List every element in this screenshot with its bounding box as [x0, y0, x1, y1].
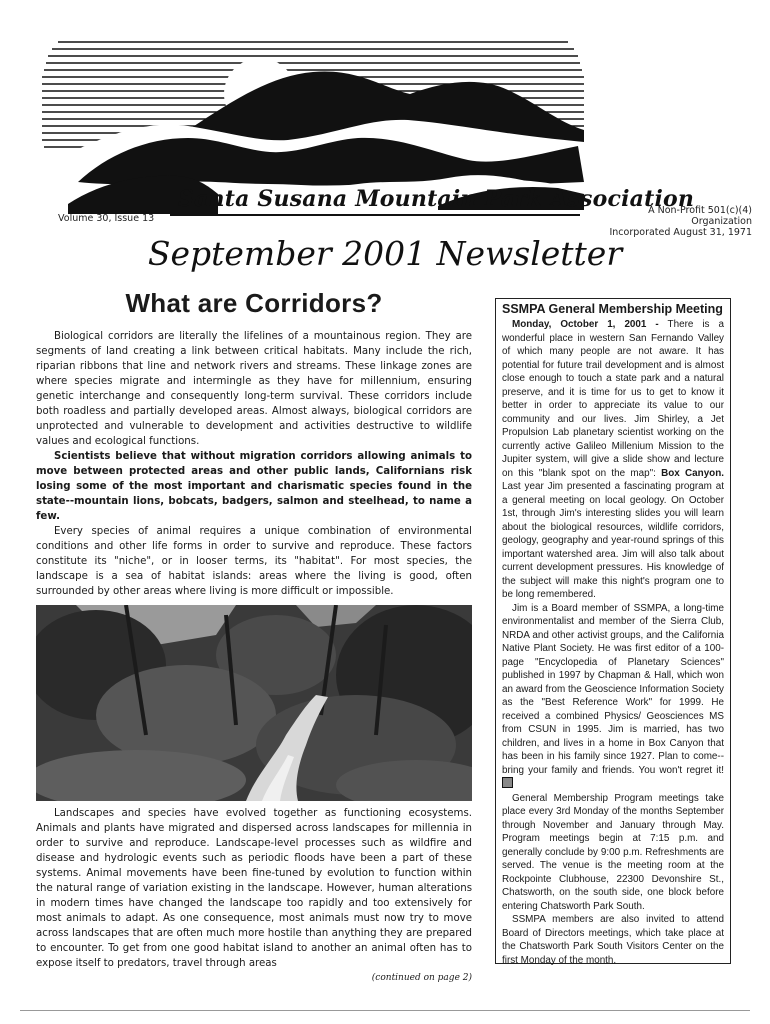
continued-note: (continued on page 2) — [371, 973, 472, 983]
article-paragraph: Biological corridors are literally the lifelines of a mountainous region. They are segments of land creating a link between critical habitats. Many include the rich, riparian ribbons that line and network rivers and streams. These linkage zones are where species migrate and intermingle as they have for millennium, ensuring genetic interchange and consequently long-term survival. These corridors include both roadless and partially developed areas. Almost always, biological corridors are unprotected and vulnerable to development and activities destructive to wildlife values and ecological functions. — [36, 331, 472, 447]
footer-rule — [20, 1010, 750, 1011]
box-canyon-bold: Box Canyon. — [661, 467, 724, 479]
sidebar-paragraph-4: SSMPA members are also invited to attend Board of Directors meetings, which take place at the Chatsworth Park South Visitors Center on the first Monday of the month. — [502, 914, 724, 966]
article-paragraph: Every species of animal requires a unique combination of environmental conditions and other life forms in order to survive and reproduce. These factors constitute its "niche", or in looser terms, its "habitat". For most species, the landscape is a sea of habitat islands: areas where the living is good, often surrounded by other areas where living is more difficult or impossible. — [36, 526, 472, 597]
riparian-creek-photo — [36, 605, 472, 801]
meeting-sidebar — [495, 298, 731, 964]
article-body-bottom — [36, 806, 472, 971]
organization-name: Santa Susana Mountain Park Association — [178, 186, 695, 212]
sidebar-body — [502, 318, 724, 967]
article-paragraph-bold: Scientists believe that without migration corridors allowing animals to move between protected areas and other public lands, Californians risk losing some of the most important and charismatic species found in the state--mountain lions, bobcats, badgers, salmon and steelhead, to name a few. — [36, 451, 472, 522]
corridors-article — [36, 288, 472, 983]
meeting-date: Monday, October 1, 2001 - — [512, 319, 659, 330]
sidebar-text-span: Jim is a Board member of SSMPA, a long-time environmentalist and member of the Sierra Club, NRDA and other activist groups, and the California Native Plant Society. He was first editor of a 100-page "Encyclopedia of Planetary Sciences" published in 1997 by Chapman & Hall, which won an award from the Geoscience Information Society as the "Best Reference Work" for 1999. He received a combined Physics/ Geosciences MS from CSUN in 1995. Jim is married, has two children, and lives in a home in Box Canyon that has been in his family since 1927. Plan to come--bring your family and friends. You won't regret it! — [502, 602, 724, 776]
sidebar-title: SSMPA General Membership Meeting — [502, 302, 723, 316]
smiley-icon — [502, 777, 513, 788]
sidebar-text-span: There is a wonderful place in western San Fernando Valley of which many people are not aware. It has potential for future trail development and is almost close enough to touch a state park and a natural preserve, and it is time for us to get to know it better in order to appreciate its value to our community and our lives. Jim Shirley, a Jet Propulsion Lab planetary scientist working on the currently active Galileo Millenium Mission to the Jupiter system, will give a slide show and lecture on this "blank spot on the map": — [502, 319, 724, 479]
volume-issue: Volume 30, Issue 13 — [58, 213, 155, 224]
newsletter-title: September 2001 Newsletter — [147, 234, 623, 273]
organization-underline — [170, 214, 580, 216]
sidebar-paragraph-3: General Membership Program meetings take place every 3rd Monday of the months September through November and January through May. Program meetings begin at 7:15 p.m. and generally conclude by 9:00 p.m. Refreshments are served. The venue is the meeting room at the Rockpointe Clubhouse, 22300 Devonshire St., Chatsworth, on the south side, one block before entering Chatsworth Park South. — [502, 792, 724, 912]
sidebar-paragraph-1 — [502, 318, 724, 602]
nonprofit-line-1: A Non-Profit 501(c)(4) Organization — [648, 205, 752, 227]
sidebar-text-span: Last year Jim presented a fascinating program at a general meeting on local geology. On October 1st, through Jim's interesting slides you will learn about the biological resources, wildlife corridors, geology, geography and year-round springs of this important watershed area. Jim will also talk about current development pressures. His knowledge of the subject will make this night's program one to be long remembered. — [502, 481, 724, 600]
nonprofit-line-2: Incorporated August 31, 1971 — [609, 227, 752, 238]
article-title: What are Corridors? — [125, 288, 383, 318]
article-paragraph: Landscapes and species have evolved together as functioning ecosystems. Animals and plants have migrated and dispersed across landscapes for millennia in order to survive and reproduce. Landscape-level processes such as wildfire and disease and hydrologic events such as periodic floods have been a part of these systems. Animal movements have been fine-tuned by evolution to function within the natural range of variation existing in the landscape. However, human alterations in modern times have changed the landscape too rapidly and too extensively for most animals to adapt. As one consequence, most animals must now try to move across landscapes that are often much more hostile than anything they are prepared to encounter. To get from one good habitat island to another an animal often has to expose itself to predators, travel through areas — [36, 808, 472, 969]
sidebar-paragraph-2 — [502, 602, 724, 792]
article-body-top — [36, 329, 472, 599]
